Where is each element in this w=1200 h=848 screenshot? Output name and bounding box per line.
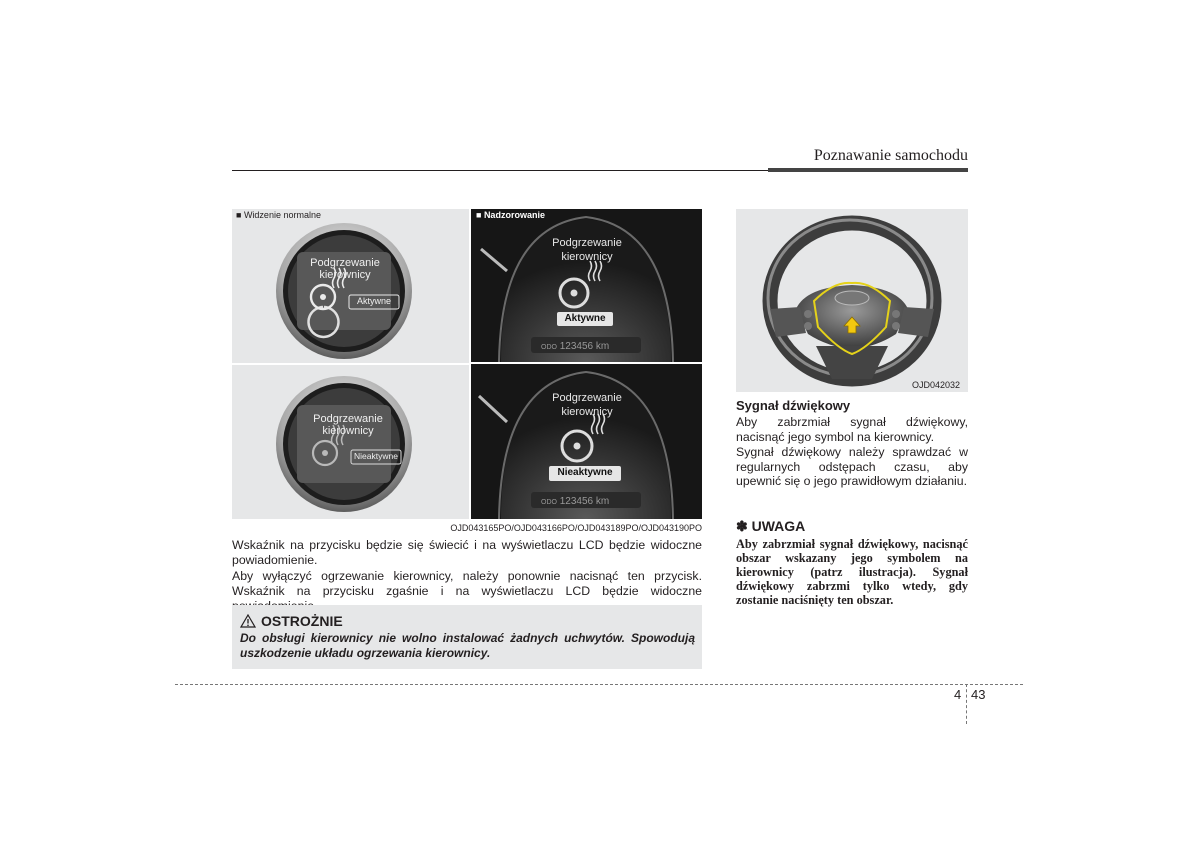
body-paragraph-2: Aby wyłączyć ogrzewanie kierownicy, należy ponownie nacisnąć ten przycisk. Wskaźnik na przycisku zgaśnie i na wyświetlaczu LCD będzie widoczne xyxy=(232,569,702,598)
lcd2-odo: ODO 123456 km xyxy=(541,496,610,507)
lcd1-odo: ODO 123456 km xyxy=(541,341,610,352)
gauge2-status: Nieaktywne xyxy=(354,451,398,461)
note-title: ✽ UWAGA xyxy=(736,518,806,534)
body-paragraph-1: Wskaźnik na przycisku będzie się świecić i na wyświetlaczu LCD będzie widoczne powiadomienie. xyxy=(232,538,702,567)
gauge1-title: Podgrzewanie kierownicy xyxy=(310,257,380,281)
warning-icon xyxy=(240,614,256,628)
supervision-lcd-active xyxy=(471,209,702,362)
caution-heading xyxy=(240,613,343,629)
normal-view-label: ■ Widzenie normalne xyxy=(236,210,321,220)
lcd1-title: Podgrzewanie kierownicy xyxy=(552,237,622,263)
horn-title: Sygnał dźwiękowy xyxy=(736,398,851,413)
note-text: Aby zabrzmiał sygnał dźwiękowy, nacisnąć obszar wskazany jego symbolem na kierownicy (patrz ilustracja). Sygnał dźwiękowy zabrzmi tylko wtedy, gdy zostanie naciśnięty ten obszar. xyxy=(736,537,968,607)
chapter-number: 4 xyxy=(954,687,962,702)
supervision-label: ■ Nadzorowanie xyxy=(476,210,545,220)
horn-paragraph-1: Aby zabrzmiał sygnał dźwiękowy, nacisnąć jego symbol na kierownicy. xyxy=(736,415,968,444)
lcd2-status: Nieaktywne xyxy=(557,467,613,478)
gauge2-title: Podgrzewanie kierownicy xyxy=(313,413,383,437)
footer-dotted-rule xyxy=(175,684,1023,685)
gauge-inactive-normal xyxy=(275,375,413,513)
caution-title: OSTROŻNIE xyxy=(261,613,343,629)
page-number: 43 xyxy=(971,687,986,702)
panel-divider xyxy=(232,363,469,365)
footer-divider xyxy=(966,684,967,724)
horn-paragraph-2: Sygnał dźwiękowy należy sprawdzać w regularnych odstępach czasu, aby upewnić się o jego prawidłowym działaniu. xyxy=(736,445,968,488)
supervision-lcd-inactive xyxy=(471,364,702,519)
lcd1-status: Aktywne xyxy=(564,313,606,324)
figure-ref-code: OJD043165PO/OJD043166PO/OJD043189PO/OJD043190PO xyxy=(450,523,702,533)
caution-box xyxy=(232,605,702,669)
header-rule xyxy=(232,170,768,171)
gauge1-status: Aktywne xyxy=(356,296,391,306)
steering-wheel-figure xyxy=(736,209,968,392)
lcd-active-graphic xyxy=(471,209,702,362)
wheel-ref-code: OJD042032 xyxy=(911,380,960,390)
section-title: Poznawanie samochodu xyxy=(813,147,968,164)
steering-wheel-icon xyxy=(736,209,968,392)
caution-text: Do obsługi kierownicy nie wolno instalować żadnych uchwytów. Spowodują uszkodzenie układu ogrzewania kierownicy. xyxy=(240,631,695,660)
lcd2-title: Podgrzewanie kierownicy xyxy=(552,392,622,418)
header-bar xyxy=(768,168,968,172)
gauge-active-normal xyxy=(275,222,413,360)
